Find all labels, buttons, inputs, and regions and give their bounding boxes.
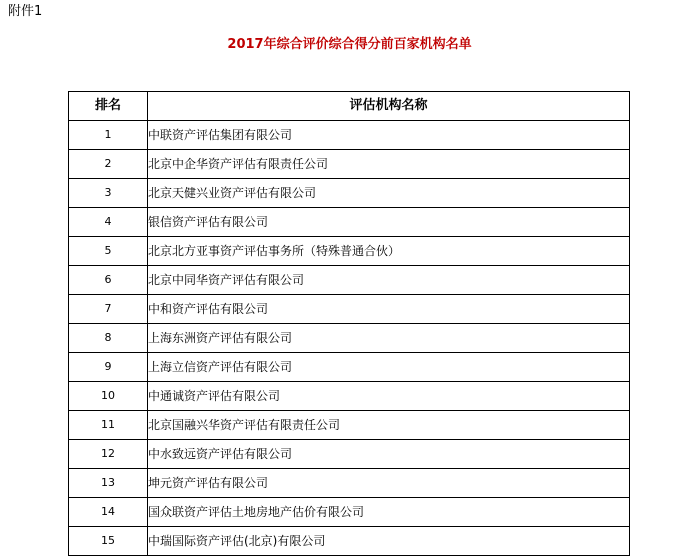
table-row — [69, 527, 630, 556]
rank-cell: 14 — [69, 498, 148, 527]
institution-name-cell: 中和资产评估有限公司 — [148, 295, 630, 324]
table-row — [69, 324, 630, 353]
table-row — [69, 295, 630, 324]
rank-cell: 7 — [69, 295, 148, 324]
institution-name-cell: 国众联资产评估土地房地产估价有限公司 — [148, 498, 630, 527]
table-row — [69, 498, 630, 527]
rank-column-header: 排名 — [69, 92, 148, 121]
institution-name-cell: 北京国融兴华资产评估有限责任公司 — [148, 411, 630, 440]
institution-name-cell: 北京中企华资产评估有限责任公司 — [148, 150, 630, 179]
document-title: 2017年综合评价综合得分前百家机构名单 — [227, 37, 472, 52]
institution-name-cell: 坤元资产评估有限公司 — [148, 469, 630, 498]
rank-cell: 8 — [69, 324, 148, 353]
name-column-header: 评估机构名称 — [148, 92, 630, 121]
table-row — [69, 353, 630, 382]
institution-name-cell: 中瑞国际资产评估(北京)有限公司 — [148, 527, 630, 556]
institution-name-cell: 银信资产评估有限公司 — [148, 208, 630, 237]
rank-cell: 15 — [69, 527, 148, 556]
table-row — [69, 150, 630, 179]
table-row — [69, 121, 630, 150]
institution-name-cell: 中联资产评估集团有限公司 — [148, 121, 630, 150]
table-row — [69, 179, 630, 208]
institution-name-cell: 北京中同华资产评估有限公司 — [148, 266, 630, 295]
rank-cell: 10 — [69, 382, 148, 411]
rank-cell: 9 — [69, 353, 148, 382]
table-row — [69, 440, 630, 469]
institution-name-cell: 上海东洲资产评估有限公司 — [148, 324, 630, 353]
table-header-row — [69, 92, 630, 121]
rank-cell: 11 — [69, 411, 148, 440]
ranking-table — [68, 91, 630, 556]
rank-cell: 3 — [69, 179, 148, 208]
table-row — [69, 208, 630, 237]
rank-cell: 1 — [69, 121, 148, 150]
table-row — [69, 469, 630, 498]
institution-name-cell: 上海立信资产评估有限公司 — [148, 353, 630, 382]
rank-cell: 2 — [69, 150, 148, 179]
table-row — [69, 266, 630, 295]
table-row — [69, 382, 630, 411]
rank-cell: 12 — [69, 440, 148, 469]
attachment-label: 附件1 — [8, 4, 43, 19]
rank-cell: 5 — [69, 237, 148, 266]
institution-name-cell: 中通诚资产评估有限公司 — [148, 382, 630, 411]
rank-cell: 13 — [69, 469, 148, 498]
table-body — [69, 121, 630, 556]
rank-cell: 4 — [69, 208, 148, 237]
rank-cell: 6 — [69, 266, 148, 295]
institution-name-cell: 中水致远资产评估有限公司 — [148, 440, 630, 469]
table-row — [69, 411, 630, 440]
institution-name-cell: 北京北方亚事资产评估事务所（特殊普通合伙） — [148, 237, 630, 266]
institution-name-cell: 北京天健兴业资产评估有限公司 — [148, 179, 630, 208]
table-row — [69, 237, 630, 266]
